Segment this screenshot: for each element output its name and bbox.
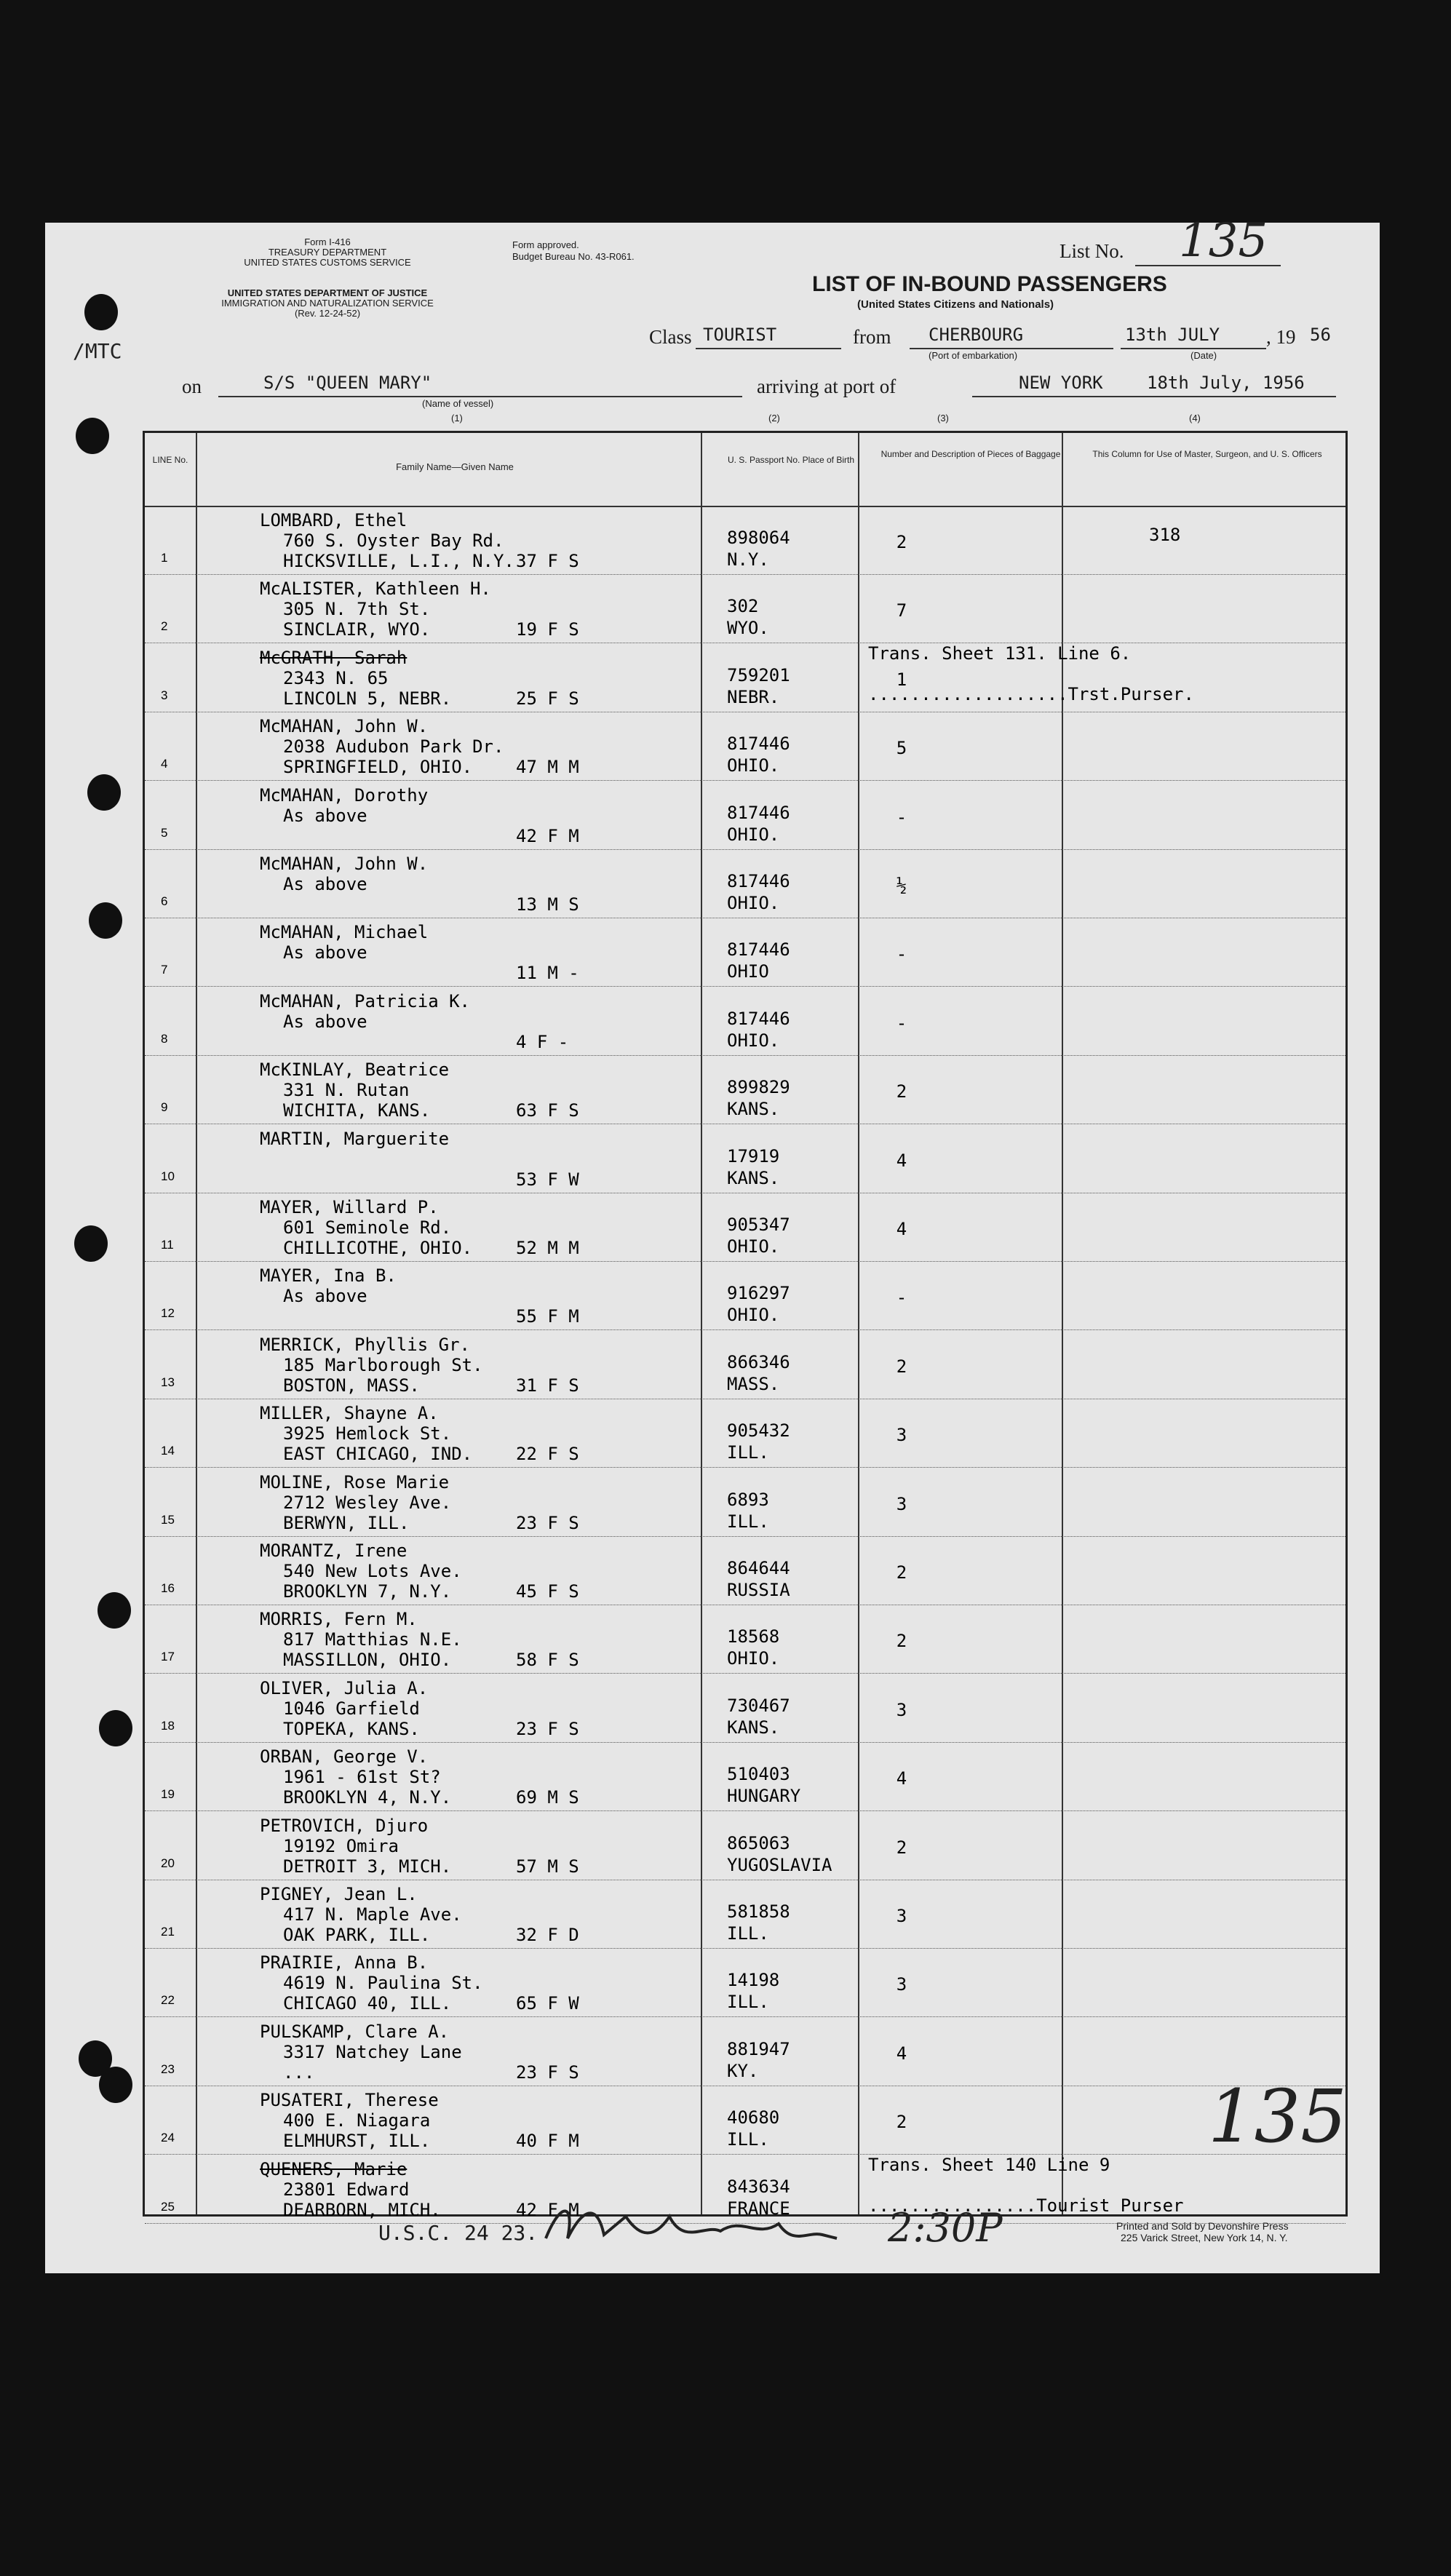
place-of-birth: ILL. xyxy=(727,1923,769,1944)
vessel-name: S/S "QUEEN MARY" xyxy=(263,373,432,393)
baggage-count: 4 xyxy=(896,1219,907,1239)
passenger-name: MILLER, Shayne A. xyxy=(260,1403,439,1424)
baggage-count: 2 xyxy=(896,532,907,552)
place-of-birth: OHIO. xyxy=(727,824,780,845)
revision: (Rev. 12-24-52) xyxy=(294,308,361,319)
class-line xyxy=(696,348,841,349)
table-row xyxy=(145,1880,1345,1949)
age-sex-status: 58 F S xyxy=(516,1650,579,1671)
place-of-birth: HUNGARY xyxy=(727,1786,801,1807)
port-embark-caption: (Port of embarkation) xyxy=(929,350,1018,361)
table-row xyxy=(145,1536,1345,1605)
date-caption: (Date) xyxy=(1190,350,1217,361)
address-line-1: 400 E. Niagara xyxy=(283,2110,431,2131)
age-sex-status: 31 F S xyxy=(516,1375,579,1396)
age-sex-status: 25 F S xyxy=(516,688,579,709)
address-line-1: 19192 Omira xyxy=(283,1835,399,1856)
passenger-name: McGRATH, Sarah xyxy=(260,647,408,668)
line-number: 22 xyxy=(161,1993,175,2008)
place-of-birth: ILL. xyxy=(727,1992,769,2013)
baggage-count: 2 xyxy=(896,1081,907,1102)
binder-hole xyxy=(99,1710,132,1746)
binder-hole xyxy=(76,418,109,454)
baggage-count: ½ xyxy=(896,875,907,896)
address-line-1: 305 N. 7th St. xyxy=(283,599,431,620)
col-num-1: (1) xyxy=(451,413,463,424)
vessel-caption: (Name of vessel) xyxy=(422,398,494,409)
age-sex-status: 32 F D xyxy=(516,1925,579,1945)
transfer-note: Trans. Sheet 140 Line 9 xyxy=(868,2154,1110,2175)
table-row xyxy=(145,1055,1345,1124)
address-line-1: 2343 N. 65 xyxy=(283,667,389,688)
passenger-name: McMAHAN, Dorothy xyxy=(260,784,429,806)
margin-note: /MTC xyxy=(73,339,122,363)
binder-hole xyxy=(98,1592,131,1629)
col-num-4: (4) xyxy=(1189,413,1201,424)
passport-number: 817446 xyxy=(727,802,790,823)
passenger-name: MAYER, Willard P. xyxy=(260,1197,439,1217)
form-approved: Form approved. xyxy=(512,239,579,250)
table-header xyxy=(145,433,1345,507)
table-row xyxy=(145,1124,1345,1193)
table-row xyxy=(145,574,1345,643)
passenger-name: PRAIRIE, Anna B. xyxy=(260,1952,429,1973)
address-line-1: 760 S. Oyster Bay Rd. xyxy=(283,530,504,551)
address-line-1: 417 N. Maple Ave. xyxy=(283,1904,462,1925)
baggage-count: - xyxy=(896,1012,907,1033)
address-line-1: 185 Marlborough St. xyxy=(283,1354,483,1375)
line-number: 16 xyxy=(161,1581,175,1595)
table-row xyxy=(145,849,1345,918)
page-title: LIST OF IN-BOUND PASSENGERS xyxy=(812,272,1167,296)
baggage-count: 3 xyxy=(896,1906,907,1926)
place-of-birth: KANS. xyxy=(727,1099,780,1120)
line-number: 5 xyxy=(161,825,168,840)
age-sex-status: 23 F S xyxy=(516,1512,579,1533)
table-row xyxy=(145,1948,1345,2017)
address-line-2: TOPEKA, KANS. xyxy=(283,1718,420,1739)
address-line-2: BOSTON, MASS. xyxy=(283,1375,420,1396)
on-label: on xyxy=(182,375,202,397)
address-line-2: BERWYN, ILL. xyxy=(283,1512,410,1533)
address-line-1: As above xyxy=(283,874,367,894)
passenger-name: PIGNEY, Jean L. xyxy=(260,1884,418,1904)
address-line-2: WICHITA, KANS. xyxy=(283,1100,431,1121)
age-sex-status: 55 F M xyxy=(516,1306,579,1327)
transfer-note: Trans. Sheet 131. Line 6. xyxy=(868,643,1132,664)
address-line-1: As above xyxy=(283,1011,367,1032)
place-of-birth: RUSSIA xyxy=(727,1580,790,1600)
passenger-name: MERRICK, Phyllis Gr. xyxy=(260,1334,470,1355)
line-number: 14 xyxy=(161,1444,175,1458)
list-number: 135 xyxy=(1179,214,1268,268)
age-sex-status: 19 F S xyxy=(516,619,579,640)
passenger-name: PULSKAMP, Clare A. xyxy=(260,2021,450,2042)
year-value: 56 xyxy=(1310,325,1331,345)
table-row xyxy=(145,1811,1345,1880)
treasury-dept: TREASURY DEPARTMENT xyxy=(268,247,387,258)
address-line-2: LINCOLN 5, NEBR. xyxy=(283,688,452,709)
passenger-name: OLIVER, Julia A. xyxy=(260,1677,429,1698)
place-of-birth: OHIO. xyxy=(727,1030,780,1051)
passenger-name: PETROVICH, Djuro xyxy=(260,1815,429,1836)
age-sex-status: 4 F - xyxy=(516,1031,569,1052)
line-number: 8 xyxy=(161,1031,168,1046)
baggage-count: 3 xyxy=(896,1974,907,1995)
address-line-1: 3317 Natchey Lane xyxy=(283,2041,462,2062)
age-sex-status: 37 F S xyxy=(516,551,579,571)
handwritten-list-number: 135 xyxy=(1208,2074,1347,2159)
line-number: 20 xyxy=(161,1856,175,1870)
from-label: from xyxy=(853,326,891,348)
passport-number: 18568 xyxy=(727,1626,780,1647)
table-row xyxy=(145,1742,1345,1811)
line-number: 13 xyxy=(161,1375,175,1389)
passenger-name: MORANTZ, Irene xyxy=(260,1541,408,1561)
place-of-birth: YUGOSLAVIA xyxy=(727,1854,832,1875)
address-line-1: 2038 Audubon Park Dr. xyxy=(283,736,504,758)
passport-number: 17919 xyxy=(727,1145,780,1166)
passenger-name: ORBAN, George V. xyxy=(260,1746,429,1768)
line-number: 25 xyxy=(161,2199,175,2214)
baggage-count: 2 xyxy=(896,1837,907,1858)
arriving-label: arriving at port of xyxy=(757,375,897,397)
passport-number: 40680 xyxy=(727,2107,780,2128)
passport-number: 899829 xyxy=(727,1077,790,1098)
address-line-1: 1961 - 61st St? xyxy=(283,1767,441,1788)
passport-number: 817446 xyxy=(727,734,790,755)
list-no-label: List No. xyxy=(1060,240,1124,262)
signature-time: 2:30P xyxy=(888,2205,1003,2251)
age-sex-status: 42 F M xyxy=(516,2199,579,2220)
address-line-2: DEARBORN, MICH. xyxy=(283,2199,441,2220)
age-sex-status: 45 F S xyxy=(516,1581,579,1602)
table-row xyxy=(145,781,1345,850)
address-line-1: 817 Matthias N.E. xyxy=(283,1629,462,1650)
table-row xyxy=(145,1261,1345,1330)
usc-stamp: U.S.C. 24 23. xyxy=(378,2221,538,2245)
line-number: 10 xyxy=(161,1169,175,1183)
arrival-line xyxy=(972,396,1336,397)
age-sex-status: 63 F S xyxy=(516,1100,579,1121)
table-row xyxy=(145,1399,1345,1468)
line-number: 24 xyxy=(161,2131,175,2145)
place-of-birth: N.Y. xyxy=(727,549,769,570)
age-sex-status: 22 F S xyxy=(516,1444,579,1465)
list-no-line xyxy=(1135,265,1281,266)
line-number: 9 xyxy=(161,1100,168,1115)
address-line-2: HICKSVILLE, L.I., N.Y. xyxy=(283,551,514,571)
age-sex-status: 23 F S xyxy=(516,1718,579,1739)
purser-note: ................Tourist Purser xyxy=(868,2195,1184,2216)
baggage-count: 3 xyxy=(896,1425,907,1446)
passport-number: 905432 xyxy=(727,1420,790,1442)
officer-note: 318 xyxy=(1149,525,1181,545)
passport-number: 898064 xyxy=(727,528,790,548)
address-line-1: As above xyxy=(283,942,367,963)
passenger-name: LOMBARD, Ethel xyxy=(260,510,408,530)
place-of-birth: KY. xyxy=(727,2060,759,2081)
passport-number: 916297 xyxy=(727,1283,790,1304)
age-sex-status: 57 M S xyxy=(516,1856,579,1877)
place-of-birth: MASS. xyxy=(727,1373,780,1394)
printer-line-2: 225 Varick Street, New York 14, N. Y. xyxy=(1121,2232,1288,2243)
header-name: Family Name—Given Name xyxy=(396,461,514,472)
passport-number: 581858 xyxy=(727,1901,790,1922)
place-of-birth: ILL. xyxy=(727,1511,769,1532)
passport-number: 864644 xyxy=(727,1558,790,1578)
passport-number: 817446 xyxy=(727,1008,790,1029)
address-line-2: CHICAGO 40, ILL. xyxy=(283,1993,452,2014)
address-line-2: DETROIT 3, MICH. xyxy=(283,1856,452,1877)
baggage-count: 5 xyxy=(896,738,907,759)
address-line-2: SPRINGFIELD, OHIO. xyxy=(283,757,473,778)
header-baggage: Number and Description of Pieces of Baggage xyxy=(880,449,1061,459)
place-of-birth: ILL. xyxy=(727,1442,769,1463)
purser-note: ...................Trst.Purser. xyxy=(868,683,1194,704)
address-line-1: 4619 N. Paulina St. xyxy=(283,1973,483,1994)
table-row xyxy=(145,918,1345,987)
baggage-count: - xyxy=(896,1287,907,1308)
passport-number: 14198 xyxy=(727,1970,780,1991)
line-number: 3 xyxy=(161,688,168,702)
passenger-name: MORRIS, Fern M. xyxy=(260,1609,418,1630)
inspector-signature xyxy=(531,2195,910,2260)
passenger-name: McALISTER, Kathleen H. xyxy=(260,579,491,600)
passport-number: 817446 xyxy=(727,939,790,961)
line-number: 11 xyxy=(161,1238,174,1252)
printer-line-1: Printed and Sold by Devonshire Press xyxy=(1116,2220,1289,2232)
baggage-count: 2 xyxy=(896,1562,907,1583)
header-line-no: LINE No. xyxy=(152,455,188,465)
baggage-count: 3 xyxy=(896,1493,907,1514)
passport-number: 905347 xyxy=(727,1215,790,1235)
address-line-2: ELMHURST, ILL. xyxy=(283,2131,431,2152)
baggage-count: 2 xyxy=(896,1631,907,1652)
address-line-2: SINCLAIR, WYO. xyxy=(283,619,431,640)
address-line-2: CHILLICOTHE, OHIO. xyxy=(283,1238,473,1258)
from-value: CHERBOURG xyxy=(929,325,1024,345)
age-sex-status: 69 M S xyxy=(516,1787,579,1808)
header-officers: This Column for Use of Master, Surgeon, and U. S. Officers xyxy=(1092,449,1322,459)
passport-number: 730467 xyxy=(727,1695,790,1716)
place-of-birth: NEBR. xyxy=(727,686,780,707)
passenger-name: MARTIN, Marguerite xyxy=(260,1128,450,1149)
address-line-1: 2712 Wesley Ave. xyxy=(283,1492,452,1513)
age-sex-status: 23 F S xyxy=(516,2062,579,2083)
line-number: 12 xyxy=(161,1306,175,1321)
address-line-1: As above xyxy=(283,1286,367,1307)
address-line-2: EAST CHICAGO, IND. xyxy=(283,1444,473,1465)
baggage-count: - xyxy=(896,806,907,827)
date-value: 13th JULY xyxy=(1125,325,1220,345)
age-sex-status: 65 F W xyxy=(516,1993,579,2014)
age-sex-status: 53 F W xyxy=(516,1169,579,1190)
table-row xyxy=(145,1674,1345,1743)
binder-hole xyxy=(99,2067,132,2103)
age-sex-status: 13 M S xyxy=(516,894,579,915)
arrival-port: NEW YORK xyxy=(1019,373,1103,393)
passenger-name: McMAHAN, Patricia K. xyxy=(260,990,470,1011)
passenger-name: McMAHAN, John W. xyxy=(260,716,429,737)
line-number: 18 xyxy=(161,1718,175,1733)
place-of-birth: KANS. xyxy=(727,1717,780,1738)
address-line-1: 331 N. Rutan xyxy=(283,1080,410,1101)
baggage-count: 2 xyxy=(896,2112,907,2133)
address-line-2: BROOKLYN 7, N.Y. xyxy=(283,1581,452,1602)
address-line-2: ... xyxy=(283,2062,315,2083)
year-prefix: , 19 xyxy=(1266,326,1296,348)
from-line xyxy=(910,348,1113,349)
budget-bureau: Budget Bureau No. 43-R061. xyxy=(512,251,635,262)
address-line-2: MASSILLON, OHIO. xyxy=(283,1650,452,1671)
age-sex-status: 11 M - xyxy=(516,963,579,984)
table-row xyxy=(145,987,1345,1056)
table-row xyxy=(145,1605,1345,1674)
place-of-birth: OHIO. xyxy=(727,893,780,913)
line-number: 17 xyxy=(161,1650,175,1664)
place-of-birth: OHIO. xyxy=(727,1648,780,1669)
line-number: 2 xyxy=(161,619,168,634)
header-passport: U. S. Passport No. Place of Birth xyxy=(727,455,855,465)
binder-hole xyxy=(84,294,118,330)
passport-number: 865063 xyxy=(727,1832,790,1853)
place-of-birth: FRANCE xyxy=(727,2198,790,2219)
age-sex-status: 52 M M xyxy=(516,1238,579,1258)
place-of-birth: OHIO. xyxy=(727,755,780,776)
table-row xyxy=(145,1468,1345,1537)
table-row xyxy=(145,506,1345,575)
address-line-1: 3925 Hemlock St. xyxy=(283,1423,452,1444)
page-subtitle: (United States Citizens and Nationals) xyxy=(857,298,1054,311)
table-row xyxy=(145,1330,1345,1399)
table-row xyxy=(145,2086,1345,2155)
class-value: TOURIST xyxy=(703,325,777,345)
address-line-1: As above xyxy=(283,805,367,826)
date-line xyxy=(1121,348,1266,349)
baggage-count: 1 xyxy=(896,669,907,690)
table-row xyxy=(145,2017,1345,2086)
address-line-1: 540 New Lots Ave. xyxy=(283,1561,462,1581)
binder-hole xyxy=(89,902,122,939)
line-number: 7 xyxy=(161,963,168,977)
table-row xyxy=(145,712,1345,781)
passport-number: 510403 xyxy=(727,1764,790,1785)
passport-number: 302 xyxy=(727,596,759,617)
passport-number: 817446 xyxy=(727,871,790,891)
address-line-1: 601 Seminole Rd. xyxy=(283,1217,452,1238)
table-row xyxy=(145,643,1345,712)
baggage-count: - xyxy=(896,944,907,965)
age-sex-status: 42 F M xyxy=(516,825,579,846)
address-line-1: 23801 Edward xyxy=(283,2179,410,2200)
form-number: Form I-416 xyxy=(304,236,351,247)
class-label: Class xyxy=(649,326,692,348)
place-of-birth: KANS. xyxy=(727,1167,780,1188)
place-of-birth: WYO. xyxy=(727,618,769,639)
passenger-name: MOLINE, Rose Marie xyxy=(260,1471,450,1492)
baggage-count: 4 xyxy=(896,1150,907,1171)
passenger-name: QUENERS, Marie xyxy=(260,2158,408,2179)
arrival-date: 18th July, 1956 xyxy=(1147,373,1305,393)
table-row xyxy=(145,1193,1345,1262)
place-of-birth: OHIO. xyxy=(727,1236,780,1257)
passenger-name: MAYER, Ina B. xyxy=(260,1265,397,1287)
passenger-name: McMAHAN, John W. xyxy=(260,854,429,874)
passport-number: 6893 xyxy=(727,1489,769,1510)
place-of-birth: ILL. xyxy=(727,2129,769,2150)
age-sex-status: 47 M M xyxy=(516,757,579,778)
passport-number: 866346 xyxy=(727,1351,790,1372)
customs-service: UNITED STATES CUSTOMS SERVICE xyxy=(244,257,411,268)
address-line-2: OAK PARK, ILL. xyxy=(283,1925,431,1945)
ins: IMMIGRATION AND NATURALIZATION SERVICE xyxy=(221,298,434,309)
passenger-table xyxy=(143,431,1348,2220)
line-number: 21 xyxy=(161,1925,175,1939)
address-line-1: 1046 Garfield xyxy=(283,1698,420,1719)
col-num-2: (2) xyxy=(768,413,780,424)
baggage-count: 4 xyxy=(896,2043,907,2064)
line-number: 6 xyxy=(161,894,168,908)
line-number: 19 xyxy=(161,1787,175,1802)
passenger-name: McKINLAY, Beatrice xyxy=(260,1060,450,1081)
place-of-birth: OHIO. xyxy=(727,1305,780,1326)
line-number: 23 xyxy=(161,2062,175,2076)
binder-hole xyxy=(87,774,121,811)
line-number: 4 xyxy=(161,757,168,771)
line-number: 1 xyxy=(161,551,168,565)
passenger-name: McMAHAN, Michael xyxy=(260,922,429,943)
baggage-count: 7 xyxy=(896,600,907,621)
baggage-count: 2 xyxy=(896,1356,907,1377)
baggage-count: 4 xyxy=(896,1768,907,1789)
passport-number: 759201 xyxy=(727,664,790,685)
col-num-3: (3) xyxy=(937,413,949,424)
passenger-name: PUSATERI, Therese xyxy=(260,2090,439,2111)
vessel-line xyxy=(218,396,742,397)
binder-hole xyxy=(74,1225,108,1262)
justice-dept: UNITED STATES DEPARTMENT OF JUSTICE xyxy=(227,287,428,298)
passport-number: 881947 xyxy=(727,2038,790,2059)
line-number: 15 xyxy=(161,1512,175,1527)
passport-number: 843634 xyxy=(727,2176,790,2197)
place-of-birth: OHIO xyxy=(727,961,769,982)
age-sex-status: 40 F M xyxy=(516,2131,579,2152)
baggage-count: 3 xyxy=(896,1699,907,1720)
address-line-2: BROOKLYN 4, N.Y. xyxy=(283,1787,452,1808)
